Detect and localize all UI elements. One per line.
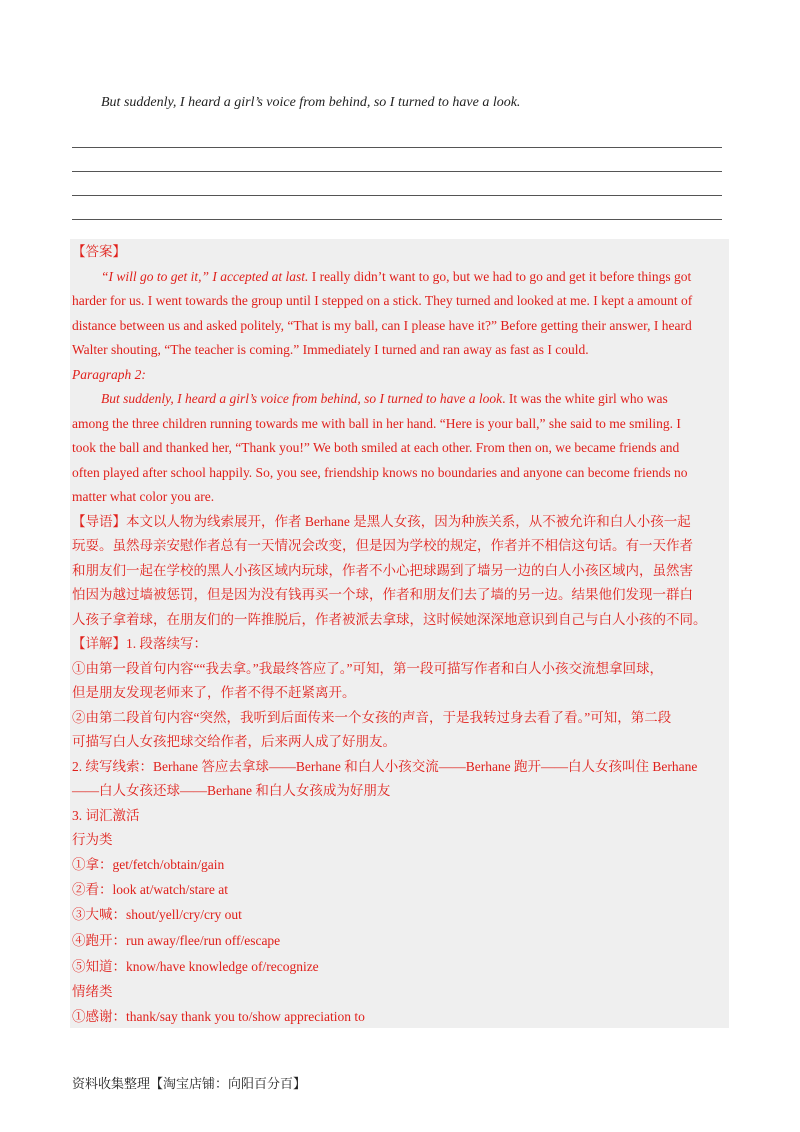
clue-line: ——白人女孩还球——Berhane 和白人女孩成为好朋友	[72, 783, 391, 798]
paragraph-2-line: took the ball and thanked her, “Thank you!” We both smiled at each other. From then on, we became friends and	[72, 440, 680, 455]
paragraph-1-text: I really didn’t want to go, but we had to go and get it before things got	[308, 269, 692, 284]
paragraph-1-line: distance between us and asked politely, “That is my ball, can I please have it?” Before getting their answer, I heard	[72, 318, 692, 333]
page-footer: 资料收集整理【淘宝店铺：向阳百分百】	[72, 1077, 307, 1092]
vocab-item: ③大喊：shout/yell/cry/cry out	[72, 907, 242, 922]
writing-line	[72, 172, 722, 196]
vocab-item: ④跑开：run away/flee/run off/escape	[72, 933, 281, 948]
vocab-heading: 3. 词汇激活	[72, 808, 140, 823]
paragraph-2-line	[101, 387, 668, 412]
paragraph-2-text: . It was the white girl who was	[502, 391, 668, 406]
paragraph-2-lead: But suddenly, I heard a girl’s voice from behind, so I turned to have a look	[101, 391, 503, 406]
vocab-item: ②看：look at/watch/stare at	[72, 882, 228, 897]
paragraph-1-lead: “I will go to get it,” I accepted at last.	[101, 269, 309, 284]
detail-line: ②由第二段首句内容“突然，我听到后面传来一个女孩的声音，于是我转过身去看了看。”可知，第二段	[72, 710, 672, 725]
answer-heading: 【答案】	[72, 244, 126, 259]
paragraph-1-line: harder for us. I went towards the group until I stepped on a stick. They turned and looked at me. I kept a amount of	[72, 293, 693, 308]
paragraph-2-label: Paragraph 2:	[72, 367, 146, 382]
guide-line: 和朋友们一起在学校的黑人小孩区域内玩球，作者不小心把球踢到了墙另一边的白人小孩区域内，虽然害	[72, 563, 693, 578]
paragraph-2-line: among the three children running towards me with ball in her hand. “Here is your ball,” she said to me smiling. I	[72, 416, 681, 431]
guide-line: 怕因为越过墙被惩罚，但是因为没有钱再买一个球，作者和朋友们去了墙的另一边。结果他们发现一群白	[72, 587, 693, 602]
paragraph-2-line: often played after school happily. So, you see, friendship knows no boundaries and anyone can become friends no	[72, 465, 688, 480]
writing-line	[72, 124, 722, 148]
vocab-item: ①拿：get/fetch/obtain/gain	[72, 857, 225, 872]
clue-line: 2. 续写线索：Berhane 答应去拿球——Berhane 和白人小孩交流——Berhane 跑开——白人女孩叫住 Berhane	[72, 759, 698, 774]
essay-prompt: But suddenly, I heard a girl’s voice from behind, so I turned to have a look.	[101, 95, 521, 110]
detail-line: 但是朋友发现老师来了，作者不得不赶紧离开。	[72, 685, 356, 700]
guide-line: 【导语】本文以人物为线索展开，作者 Berhane 是黑人女孩，因为种族关系，从不被允许和白人小孩一起	[72, 514, 691, 529]
guide-line: 玩耍。虽然母亲安慰作者总有一天情况会改变，但是因为学校的规定，作者并不相信这句话。有一天作者	[72, 538, 693, 553]
detail-line: ①由第一段首句内容““我去拿。”我最终答应了。”可知，第一段可描写作者和白人小孩交流想拿回球，	[72, 661, 663, 676]
detail-line: 【详解】1. 段落续写：	[72, 636, 207, 651]
writing-line	[72, 196, 722, 220]
guide-line: 人孩子拿着球，在朋友们的一阵推脱后，作者被派去拿球，这时候她深深地意识到自己与白人小孩的不同。	[72, 612, 707, 627]
action-heading: 行为类	[72, 832, 113, 847]
vocab-item: ⑤知道：know/have knowledge of/recognize	[72, 959, 319, 974]
paragraph-2-line: matter what color you are.	[72, 489, 215, 504]
vocab-item: ①感谢：thank/say thank you to/show appreciation to	[72, 1009, 365, 1024]
paragraph-1-line	[101, 265, 691, 290]
paragraph-1-line: Walter shouting, “The teacher is coming.” Immediately I turned and ran away as fast as I could.	[72, 342, 589, 357]
writing-lines	[72, 124, 722, 244]
detail-line: 可描写白人女孩把球交给作者，后来两人成了好朋友。	[72, 734, 396, 749]
writing-line	[72, 148, 722, 172]
emotion-heading: 情绪类	[72, 984, 113, 999]
